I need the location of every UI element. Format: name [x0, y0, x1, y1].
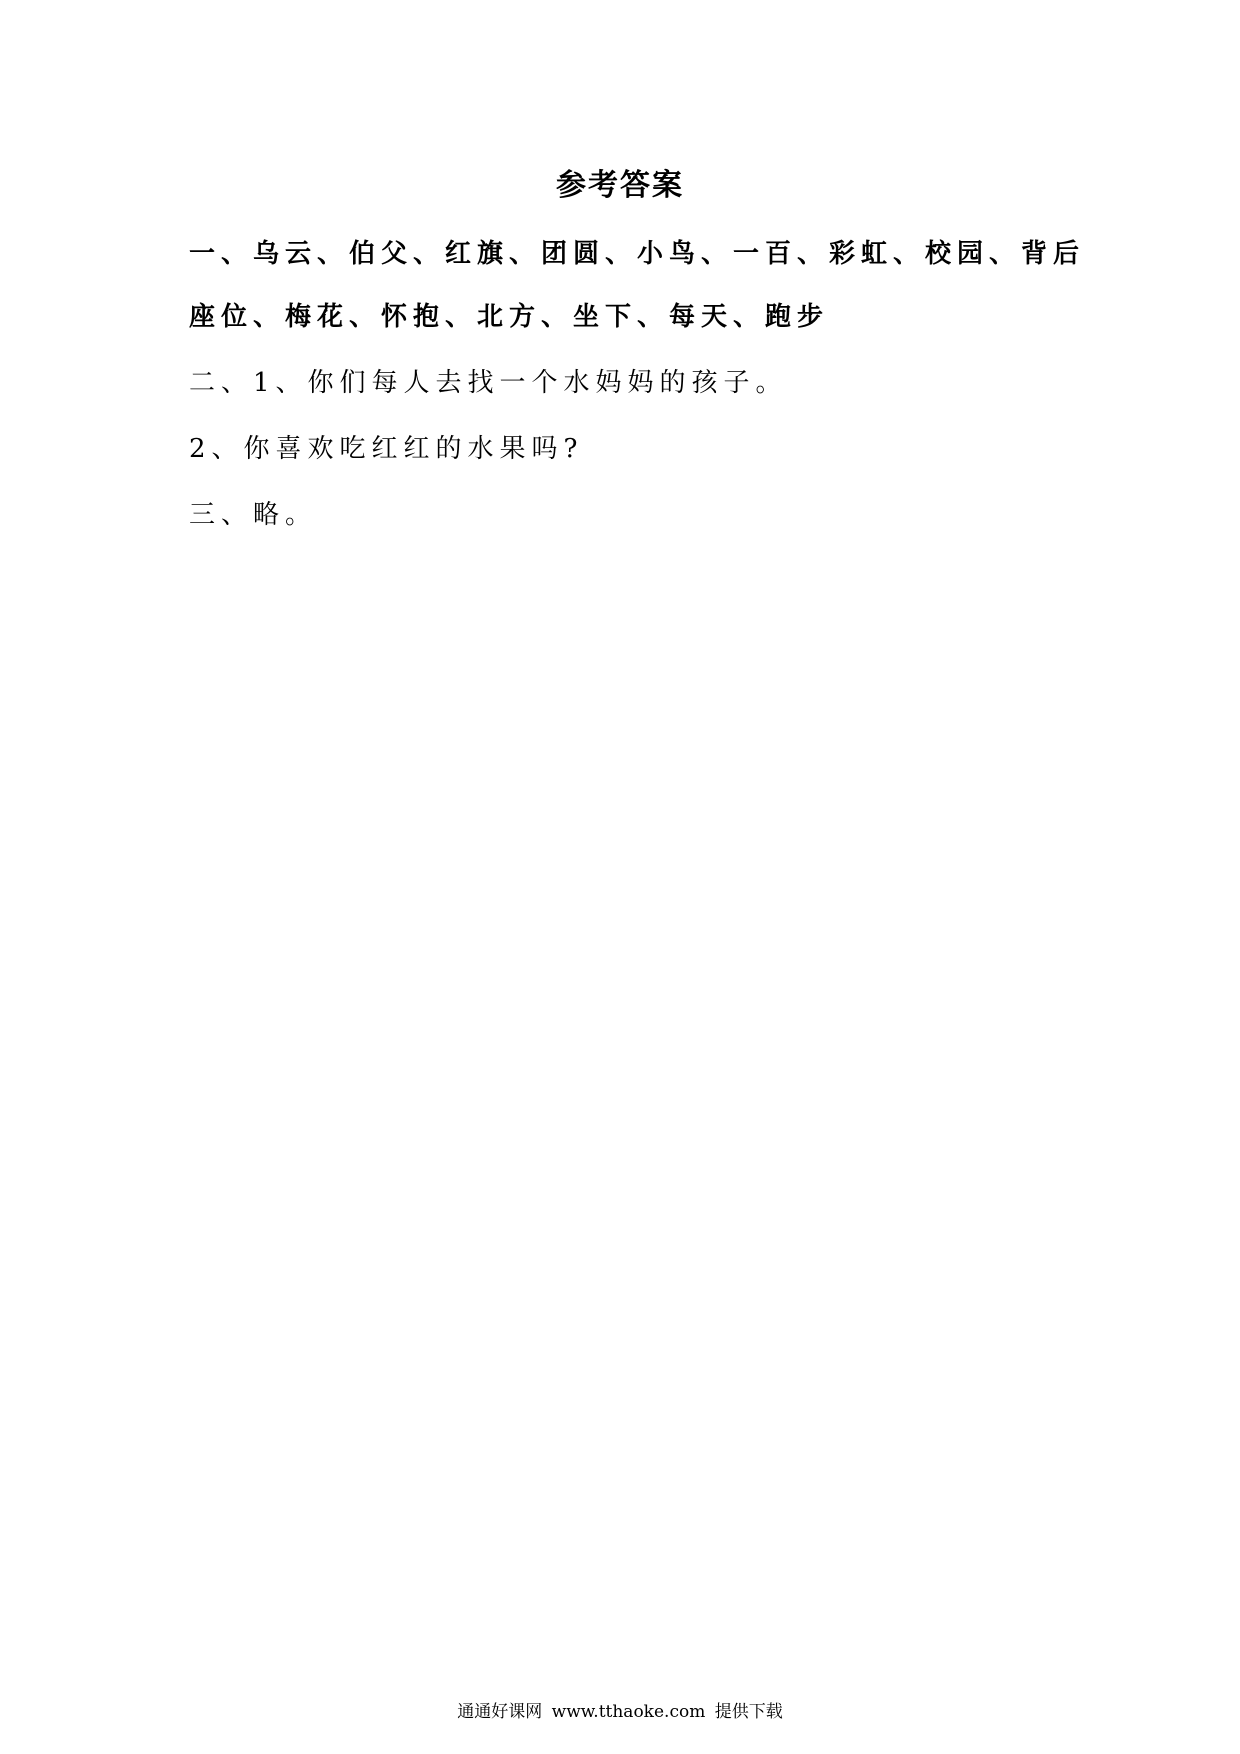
page-title: 参考答案: [556, 168, 684, 203]
answer-line-1: 一、乌云、伯父、红旗、团圆、小鸟、一百、彩虹、校园、背后: [189, 239, 1086, 269]
answer-line-3: 二、1、你们每人去找一个水妈妈的孩子。: [189, 368, 788, 398]
answer-line-2: 座位、梅花、怀抱、北方、坐下、每天、跑步: [189, 302, 830, 332]
answer-line-5: 三、略。: [189, 500, 318, 530]
answer-line-4: 2、你喜欢吃红红的水果吗?: [189, 434, 584, 464]
page-footer: 通通好课网 www.tthaoke.com 提供下载: [457, 1702, 783, 1722]
